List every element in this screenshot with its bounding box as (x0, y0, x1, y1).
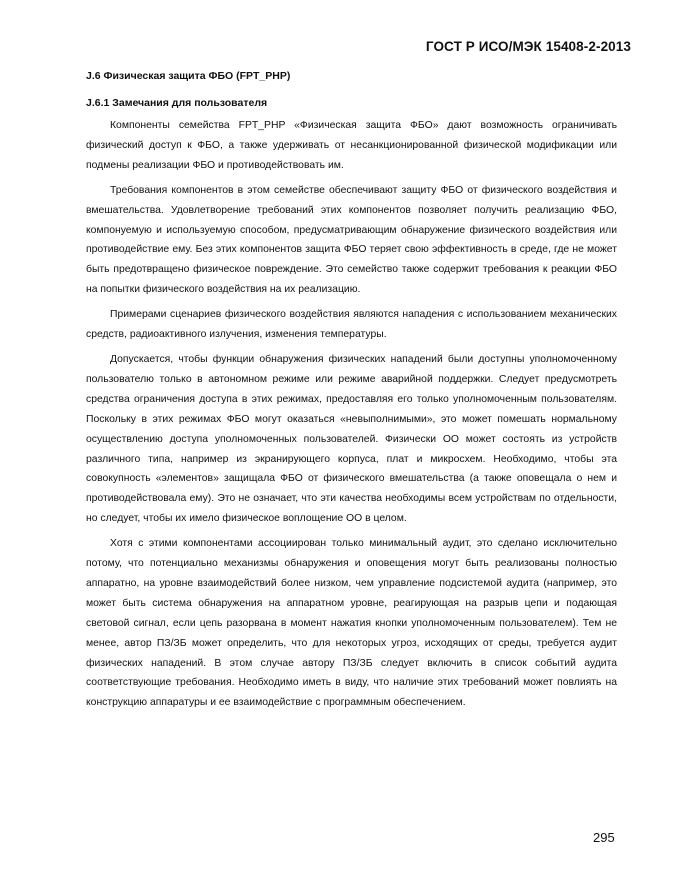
subsection-title: J.6.1 Замечания для пользователя (86, 97, 268, 109)
paragraph: Компоненты семейства FPT_PHP «Физическая защита ФБО» дают возможность ограничивать физический доступ к ФБО, а также удерживать от несанкционированной физической модификации или подмены реализации ФБО и противодействовать им. (86, 120, 617, 171)
paragraph: Примерами сценариев физического воздействия являются нападения с использованием механических средств, радиоактивного излучения, изменения температуры. (86, 309, 617, 341)
paragraph: Допускается, чтобы функции обнаружения физических нападений были доступны уполномоченному пользователю только в автономном режиме или режиме аварийной поддержки. Следует предусмотреть средства ограничения доступа в этих режимах, предоставляя его только уполномоченным пользователям. Поскольку в этих режимах ФБО могут оказаться «невыполнимыми», это может помешать нормальному осуществлению доступа уполномоченных пользователей. Физически ОО может состоять из устройств различного типа, например из экранирующего корпуса, плат и микросхем. Необходимо, чтобы эта совокупность «элементов» защищала ФБО от физического вмешательства (а также оповещала о нем и противодействовала ему). Это не означает, что эти качества необходимы всем устройствам по отдельности, но следует, чтобы их имело физическое воплощение ОО в целом. (86, 353, 617, 525)
standard-header: ГОСТ Р ИСО/МЭК 15408-2-2013 (425, 39, 631, 54)
paragraph: Требования компонентов в этом семействе обеспечивают защиту ФБО от физического воздействия и вмешательства. Удовлетворение требований этих компонентов позволяет получить реализацию ФБО, компонуемую и используемую способом, предусматривающим обнаружение физического воздействия или противодействие ему. Без этих компонентов защита ФБО теряет свою эффективность в среде, где не может быть предотвращено физическое повреждение. Это семейство также содержит требования к реакции ФБО на попытки физического воздействия на их реализацию. (86, 184, 617, 296)
paragraph: Хотя с этими компонентами ассоциирован только минимальный аудит, это сделано исключительно потому, что потенциально механизмы обнаружения и оповещения могут быть реализованы полностью аппаратно, на уровне взаимодействий более низком, чем управление подсистемой аудита (например, это может быть система обнаружения на аппаратном уровне, реагирующая на разрыв цепи и подающая световой сигнал, если цепь разорвана в момент нажатия кнопки уполномоченным пользователем). Тем не менее, автор ПЗ/ЗБ может определить, что для некоторых угроз, исходящих от среды, требуется аудит физических нападений. В этом случае автору ПЗ/ЗБ следует включить в список событий аудита соответствующие требования. Необходимо иметь в виду, что наличие этих требований может повлиять на конструкцию аппаратуры и ее взаимодействие с программным обеспечением. (86, 538, 617, 709)
section-title: J.6 Физическая защита ФБО (FPT_PHP) (86, 70, 291, 82)
page-content (86, 69, 617, 718)
page-number: 295 (593, 830, 615, 845)
